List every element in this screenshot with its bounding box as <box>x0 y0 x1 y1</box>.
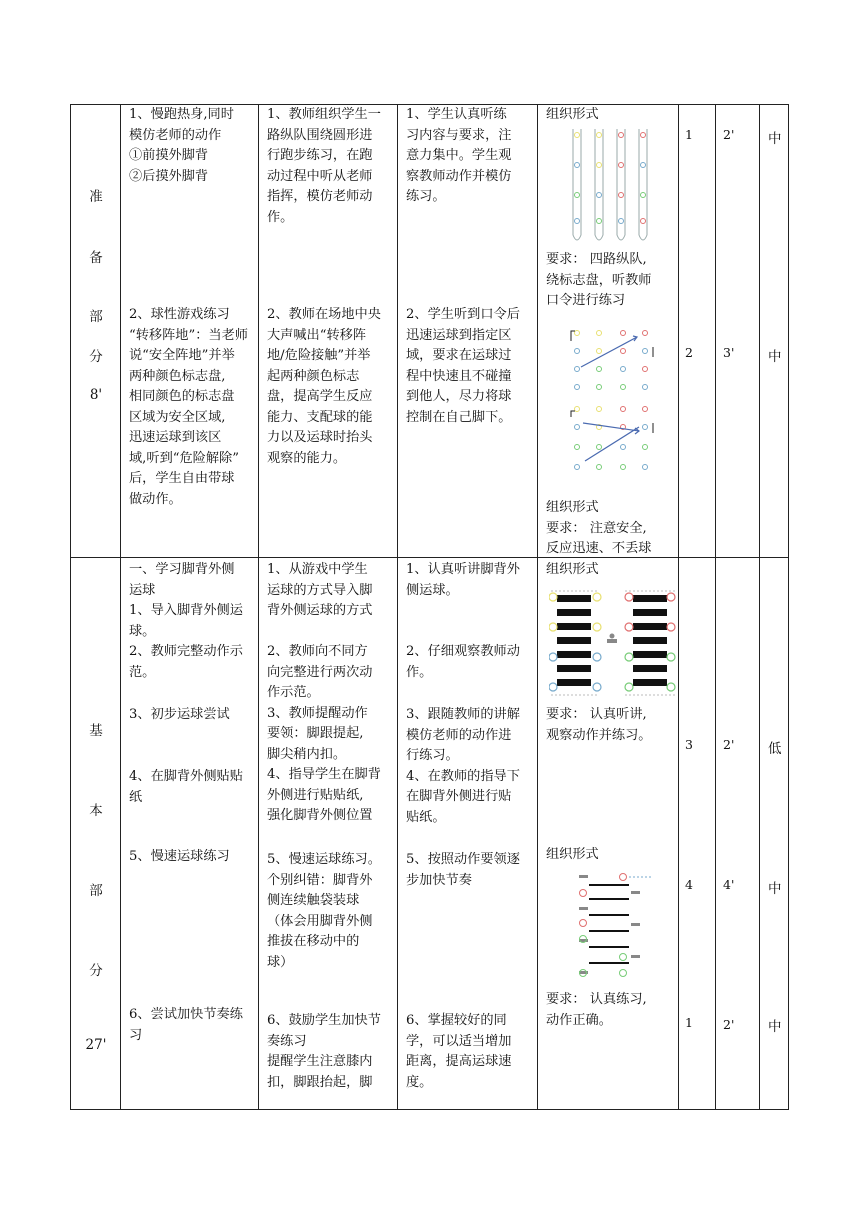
prep-section-char-3: 部 <box>89 309 103 325</box>
basic-section-char-4: 分 <box>89 963 103 979</box>
basic-teacher-1: 1、从游戏中学生 运球的方式导入脚 背外侧运球的方式 <box>267 562 373 618</box>
prep1-intensity: 中 <box>768 131 782 147</box>
basic-teacher-3: 5、慢速运球练习。 个别纠错：脚背外 侧连续触袋装球 （体会用脚背外侧 推拔在移动中的 球） <box>267 852 381 970</box>
basic-content-3: 4、在脚背外侧贴贴 纸 <box>129 769 243 805</box>
prep1-student: 1、学生认真听练 习内容与要求，注 意力集中。学生观 察教师动作并模仿 练习。 <box>406 107 512 204</box>
prep-section-char-4: 分 <box>89 349 103 365</box>
basic-count-1: 3 <box>685 737 693 752</box>
basic-content-4: 5、慢速运球练习 <box>129 849 230 864</box>
basic-section-char-2: 本 <box>89 803 103 819</box>
org-diagram-players <box>549 583 677 703</box>
basic-content-5: 6、尝试加快节奏练 习 <box>129 1007 243 1043</box>
basic-time-3: 2' <box>723 1017 735 1032</box>
basic-org1-title: 组织形式 <box>546 562 599 577</box>
basic-count-2: 4 <box>685 877 693 892</box>
org-diagram-transfer <box>567 327 657 477</box>
prep1-count: 1 <box>685 127 693 142</box>
prep1-org-req: 要求： 四路纵队, 绕标志盘，听教师 口令进行练习 <box>546 252 652 308</box>
basic-content-1: 一、学习脚背外侧 运球 1、导入脚背外侧运 球。 2、教师完整动作示 范。 <box>129 562 243 680</box>
prep1-teacher: 1、教师组织学生一 路纵队围绕圆形进 行跑步练习，在跑 动过程中听从老师 指挥，模仿老师动 作。 <box>267 107 381 225</box>
basic-org2-title: 组织形式 <box>546 847 599 862</box>
basic-student-2: 2、仔细观察教师动 作。 <box>406 644 520 680</box>
basic-time-2: 4' <box>723 877 735 892</box>
org-diagram-dribble <box>575 869 655 987</box>
basic-teacher-4: 6、鼓励学生加快节 奏练习 提醒学生注意膝内 扣，脚跟抬起，脚 <box>267 1013 381 1090</box>
basic-section-char-3: 部 <box>89 883 103 899</box>
prep2-teacher: 2、教师在场地中央 大声喊出“转移阵 地/危险接触”并举 起两种颜色标志 盘，提高学生反应 能力、支配球的能 力以及运球时抬头 观察的能力。 <box>267 307 381 466</box>
prep2-content: 2、球性游戏练习 “转移阵地”：当老师 说“安全阵地”并举 两种颜色标志盘, 相同颜色的标志盘 区域为安全区域, 迅速运球到该区 域,听到“危险解除” 后，学生自由带球 做动作。 <box>129 307 248 507</box>
basic-student-5: 6、掌握较好的同 学，可以适当增加 距离，提高运球速 度。 <box>406 1013 512 1090</box>
prep-section-char-2: 备 <box>89 250 103 266</box>
prep-section-time: 8' <box>89 387 103 403</box>
basic-section-char-1: 基 <box>89 723 103 739</box>
basic-intensity-2: 中 <box>768 881 782 897</box>
lesson-plan-table <box>70 104 789 1110</box>
prep1-content: 1、慢跑热身,同时 模仿老师的动作 ①前摸外脚背 ②后摸外脚背 <box>129 107 234 184</box>
basic-section-time: 27' <box>85 1037 107 1053</box>
prep2-intensity: 中 <box>768 349 782 365</box>
basic-count-3: 1 <box>685 1015 693 1030</box>
org-diagram-loops <box>565 125 655 249</box>
basic-content-2: 3、初步运球尝试 <box>129 707 230 722</box>
prep2-count: 2 <box>685 345 693 360</box>
basic-student-4: 5、按照动作要领逐 步加快节奏 <box>406 852 520 888</box>
basic-intensity-1: 低 <box>768 741 782 757</box>
basic-time-1: 2' <box>723 737 735 752</box>
prep2-time: 3' <box>723 345 735 360</box>
prep1-time: 2' <box>723 127 735 142</box>
basic-student-3: 3、跟随教师的讲解 模仿老师的动作进 行练习。 4、在教师的指导下 在脚背外侧进行贴 贴纸。 <box>406 707 520 825</box>
basic-student-1: 1、认真听讲脚背外 侧运球。 <box>406 562 520 598</box>
basic-org2-req: 要求： 认真练习, 动作正确。 <box>546 992 647 1028</box>
basic-teacher-2: 2、教师向不同方 向完整进行两次动 作示范。 3、教师提醒动作 要领：脚跟提起, 脚尖稍内扣。 4、指导学生在脚背 外侧进行贴贴纸, 强化脚背外侧位置 <box>267 644 381 823</box>
prep-section-char-1: 准 <box>89 189 103 205</box>
prep2-student: 2、学生听到口令后 迅速运球到指定区 域，要求在运球过 程中快速且不碰撞 到他人，尽力将球 控制在自己脚下。 <box>406 307 520 425</box>
basic-intensity-3: 中 <box>768 1019 782 1035</box>
prep2-org: 组织形式 要求： 注意安全, 反应迅速、不丢球 <box>546 500 652 556</box>
basic-org1-req: 要求： 认真听讲, 观察动作并练习。 <box>546 707 652 743</box>
prep1-org-title: 组织形式 <box>546 107 599 122</box>
